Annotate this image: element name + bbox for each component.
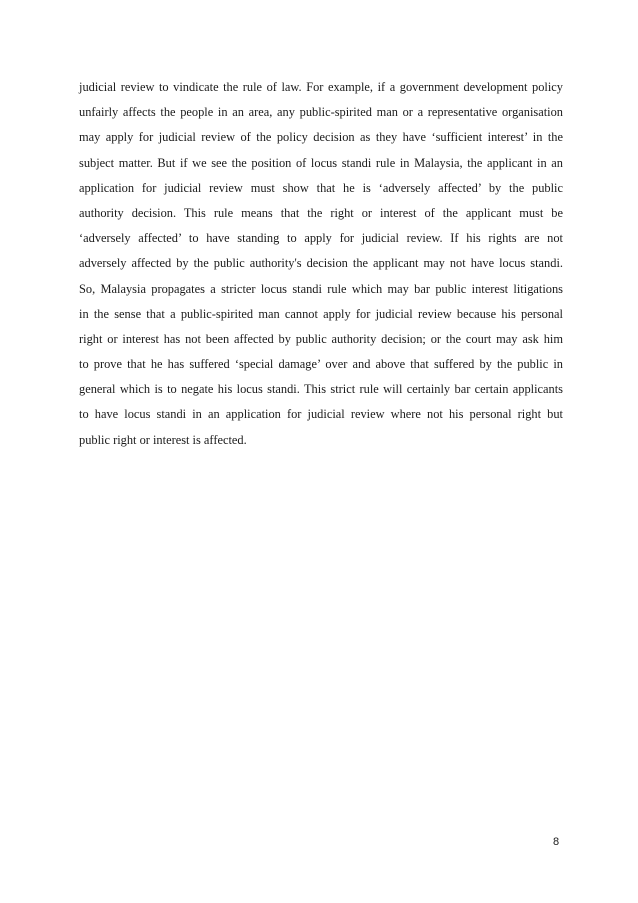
body-paragraph: [79, 75, 563, 453]
paragraph-line: adversely affected by the public authority's decision the applicant may not have locus standi.: [79, 256, 563, 271]
paragraph-line: public right or interest is affected.: [79, 432, 247, 447]
paragraph-line: So, Malaysia propagates a stricter locus standi rule which may bar public interest litigations: [79, 281, 563, 296]
paragraph-line: general which is to negate his locus standi. This strict rule will certainly bar certain applicants: [79, 382, 563, 397]
paragraph-line: may apply for judicial review of the policy decision as they have ‘sufficient interest’ in the: [79, 130, 563, 145]
paragraph-line: to have locus standi in an application for judicial review where not his personal right but: [79, 407, 563, 422]
paragraph-line: to prove that he has suffered ‘special damage’ over and above that suffered by the public in: [79, 357, 563, 372]
paragraph-line: in the sense that a public-spirited man cannot apply for judicial review because his personal: [79, 306, 563, 321]
paragraph-line: judicial review to vindicate the rule of law. For example, if a government development policy: [79, 80, 563, 94]
paragraph-line: right or interest has not been affected by public authority decision; or the court may ask him: [79, 331, 563, 346]
paragraph-line: unfairly affects the people in an area, any public-spirited man or a representative organisation: [79, 105, 563, 120]
paragraph-line: authority decision. This rule means that the right or interest of the applicant must be: [79, 205, 563, 220]
page-number: 8: [553, 836, 560, 848]
paragraph-line: application for judicial review must show that he is ‘adversely affected’ by the public: [79, 180, 563, 195]
paragraph-line: subject matter. But if we see the position of locus standi rule in Malaysia, the applicant in an: [79, 155, 563, 170]
paragraph-line: ‘adversely affected’ to have standing to apply for judicial review. If his rights are not: [79, 231, 563, 246]
